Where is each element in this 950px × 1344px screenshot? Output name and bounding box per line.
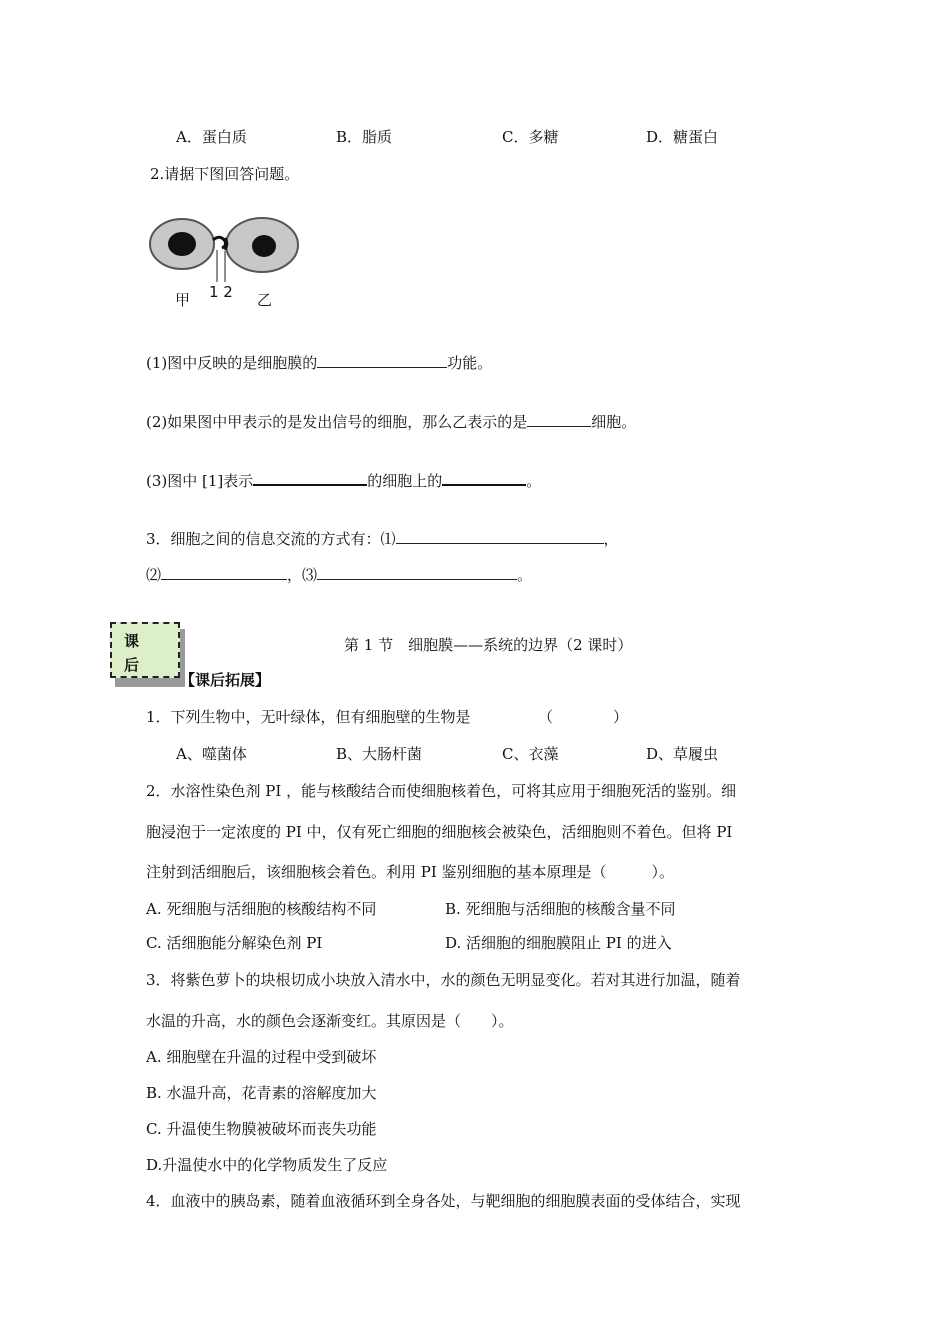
after-q1-option-a: A、噬菌体 [176,745,247,763]
badge-line1: 课 [124,632,140,650]
after-q3-option-c: C. 升温使生物膜被破坏而丧失功能 [146,1120,377,1138]
label-1-2: 1 2 [209,283,233,301]
label-jia: 甲 [175,291,191,309]
q2-sub3: (3)图中 [1]表示 的细胞上的 。 [146,472,542,490]
after-q2-option-c: C. 活细胞能分解染色剂 PI [146,934,323,952]
section-title: 第 1 节 细胞膜——系统的边界（2 课时） [344,636,633,654]
q3-line2: ⑵ ，⑶ 。 [146,566,533,584]
blank-2 [527,412,591,427]
blank-3 [253,470,367,486]
after-q1-option-d: D、草履虫 [646,745,719,763]
q1-option-c: C．多糖 [502,128,559,146]
after-q3-option-a: A. 细胞壁在升温的过程中受到破坏 [146,1048,377,1066]
section-heading: 【课后拓展】 [180,671,271,689]
blank-6 [161,565,287,580]
blank-7 [317,565,517,580]
q2-stem: 2.请据下图回答问题。 [150,165,300,183]
q2-sub2: (2)如果图中甲表示的是发出信号的细胞，那么乙表示的是 细胞。 [146,413,637,431]
label-yi: 乙 [257,291,273,309]
after-q2-option-d: D. 活细胞的细胞膜阻止 PI 的进入 [445,934,672,952]
after-q3-line2: 水温的升高，水的颜色会逐渐变红。其原因是（ ）。 [146,1012,514,1030]
after-q2-option-a: A. 死细胞与活细胞的核酸结构不同 [146,900,377,918]
after-q2-line3: 注射到活细胞后，该细胞核会着色。利用 PI 鉴别细胞的基本原理是（ ）。 [146,863,675,881]
after-q1-option-b: B、大肠杆菌 [336,745,423,763]
after-q2-line2: 胞浸泡于一定浓度的 PI 中，仅有死亡细胞的细胞核会被染色，活细胞则不着色。但将 PI [146,823,733,841]
after-q1-option-c: C、衣藻 [502,745,559,763]
after-q3-line1: 3．将紫色萝卜的块根切成小块放入清水中，水的颜色无明显变化。若对其进行加温，随着 [146,971,741,989]
after-q3-option-b: B. 水温升高，花青素的溶解度加大 [146,1084,377,1102]
q3-line1: 3．细胞之间的信息交流的方式有：⑴ ， [146,530,619,548]
q1-option-a: A．蛋白质 [176,128,247,146]
blank-4 [442,470,526,486]
blank-5 [396,529,604,544]
q2-sub1: (1)图中反映的是细胞膜的 功能。 [146,354,493,372]
q1-option-b: B．脂质 [336,128,393,146]
badge-line2: 后 [124,656,140,674]
after-q2-line1: 2．水溶性染色剂 PI ，能与核酸结合而使细胞核着色，可将其应用于细胞死活的鉴别。细 [146,782,737,800]
cell-yi-nucleus [252,235,276,257]
cell-jia-nucleus [168,232,196,256]
q1-option-d: D．糖蛋白 [646,128,719,146]
after-q3-option-d: D.升温使水中的化学物质发生了反应 [146,1156,388,1174]
after-q2-option-b: B. 死细胞与活细胞的核酸含量不同 [445,900,676,918]
after-class-badge [110,622,180,678]
after-q1-stem: 1．下列生物中，无叶绿体，但有细胞壁的生物是 （ ） [146,708,629,726]
blank-1 [317,353,447,368]
after-q4-line1: 4．血液中的胰岛素，随着血液循环到全身各处，与靶细胞的细胞膜表面的受体结合，实现 [146,1192,741,1210]
